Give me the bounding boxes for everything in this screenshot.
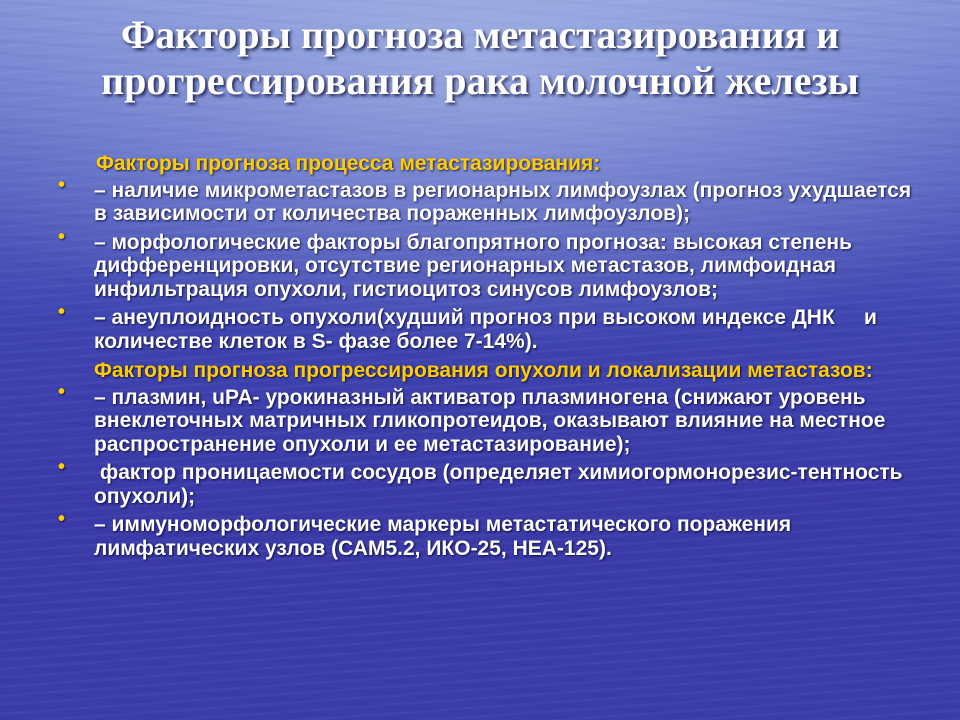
bullet-icon: • — [58, 456, 66, 478]
bullet-icon: • — [58, 301, 66, 323]
list-item — [58, 508, 918, 560]
section-heading-progression: Факторы прогноза прогрессирования опухоли и локализации метастазов: — [94, 359, 873, 382]
list-item-text: – морфологические факторы благопрятного прогноза: высокая степень дифференцировки, отсутствие регионарных метастазов, лимфоидная инфильтрация опухоли, гистиоцитоз синусов лимфоузлов; — [94, 230, 858, 301]
bullet-icon: • — [58, 225, 66, 248]
slide-body — [58, 152, 918, 565]
bullet-icon: • — [58, 508, 66, 530]
list-item — [58, 301, 918, 353]
list-item-text: – наличие микрометастазов в регионарных лимфоузлах (прогноз ухудшается в зависимости от количества пораженных лимфоузлов); — [94, 178, 917, 225]
list-item — [58, 456, 918, 508]
list-item-text: – плазмин, uPA- урокиназный активатор плазминогена (снижают уровень внеклеточных матричных гликопротеидов, оказывают влияние на местное распространение опухоли и ее метастазирование); — [94, 385, 892, 456]
list-item-text: – иммуноморфологические маркеры метастатического поражения лимфатических узлов (САМ5.2, ИКО-25, НЕА-125). — [94, 513, 797, 560]
list-item-text: фактор проницаемости сосудов (определяет химиогормонорезис-тентность опухоли); — [94, 461, 909, 508]
list-item — [58, 173, 918, 226]
list-item — [58, 225, 918, 302]
bullet-icon: • — [58, 173, 66, 196]
list-item — [58, 380, 918, 457]
section-heading-metastasis: Факторы прогноза процесса метастазирования: — [96, 152, 601, 175]
bullet-icon: • — [58, 380, 66, 403]
list-item-text: – анеуплоидность опухоли(худший прогноз при высоком индексе ДНК и количестве клеток в S- фазе более 7-14%). — [94, 306, 883, 353]
slide-title: Факторы прогноза метастазирования и прогрессирования рака молочной железы — [101, 12, 859, 103]
